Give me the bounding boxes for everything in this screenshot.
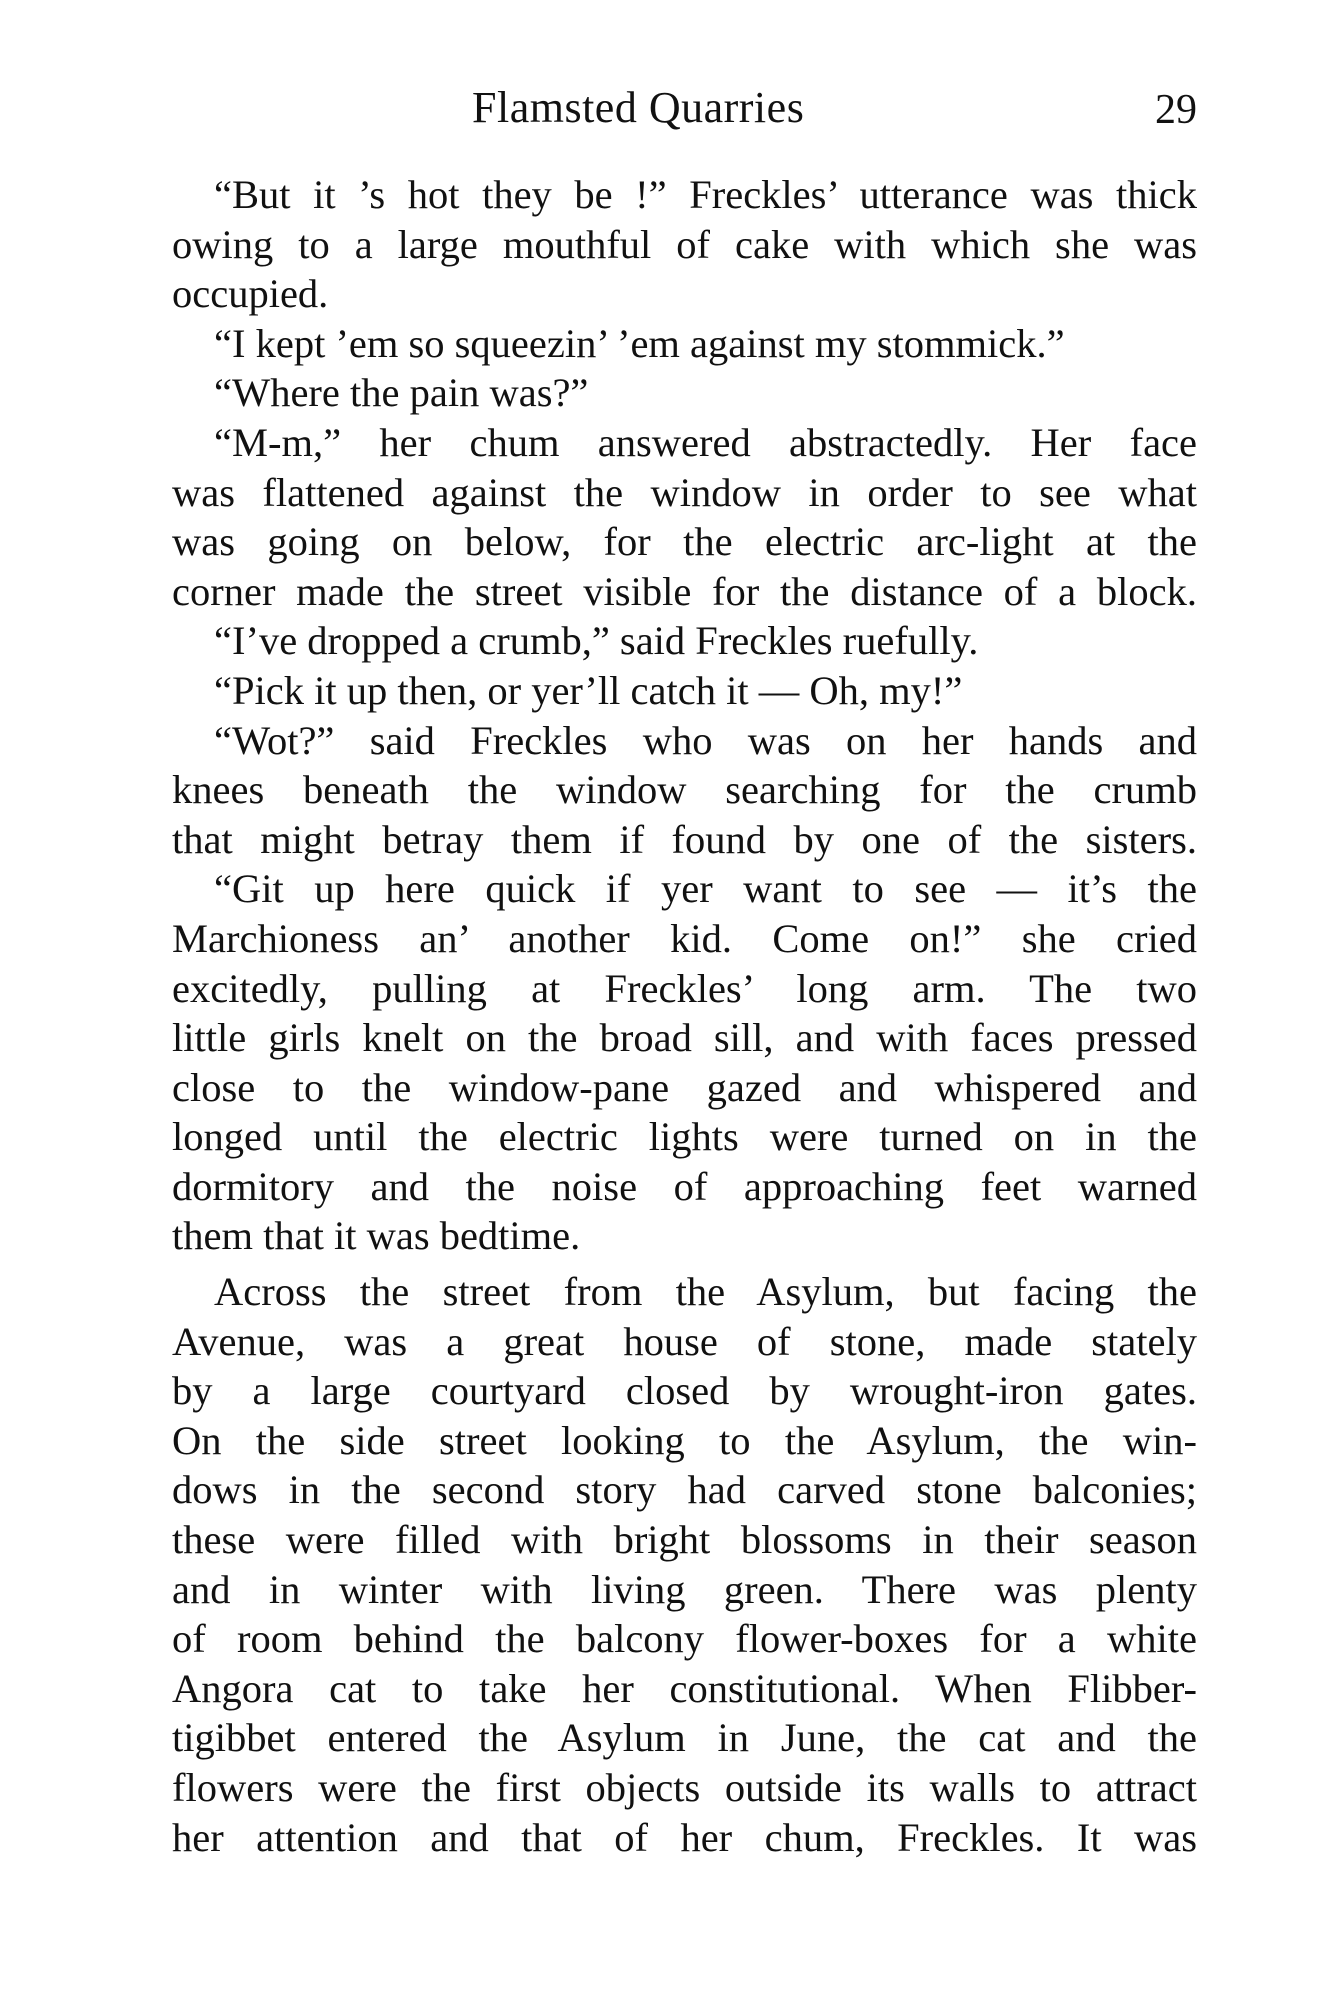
text-line: tigibbet entered the Asylum in June, the cat and the <box>172 1715 1197 1761</box>
text-line: Marchioness an’ another kid. Come on!” she cried <box>172 915 1197 961</box>
text-line: “Wot?” said Freckles who was on her hands and <box>214 717 1197 763</box>
text-line: close to the window-pane gazed and whispered and <box>172 1064 1197 1110</box>
running-head <box>172 82 1197 142</box>
text-line: little girls knelt on the broad sill, and with faces pressed <box>172 1015 1197 1061</box>
text-line: “Where the pain was?” <box>214 370 589 416</box>
text-line: “Git up here quick if yer want to see — it’s the <box>214 866 1197 912</box>
text-line: “I kept ’em so squeezin’ ’em against my stommick.” <box>214 320 1065 366</box>
text-line: of room behind the balcony flower-boxes for a white <box>172 1616 1197 1662</box>
text-line: them that it was bedtime. <box>172 1213 581 1259</box>
text-line: excitedly, pulling at Freckles’ long arm. The two <box>172 965 1197 1011</box>
text-line: corner made the street visible for the distance of a block. <box>172 568 1197 614</box>
running-head-title: Flamsted Quarries <box>472 83 805 132</box>
body-text <box>172 170 1197 1862</box>
text-line: her attention and that of her chum, Freckles. It was <box>172 1814 1197 1860</box>
text-line: “But it ’s hot they be !” Freckles’ utterance was thick <box>214 172 1197 217</box>
text-line: Across the street from the Asylum, but facing the <box>214 1269 1197 1315</box>
text-line: On the side street looking to the Asylum, the win- <box>172 1417 1197 1463</box>
text-line: these were filled with bright blossoms in their season <box>172 1517 1197 1563</box>
text-line: and in winter with living green. There was plenty <box>172 1566 1197 1612</box>
text-line: “M-m,” her chum answered abstractedly. Her face <box>214 419 1197 465</box>
text-line: Avenue, was a great house of stone, made stately <box>172 1318 1197 1364</box>
text-line: was going on below, for the electric arc-light at the <box>172 519 1197 565</box>
text-line: flowers were the first objects outside its walls to attract <box>172 1765 1197 1810</box>
text-line: longed until the electric lights were turned on in the <box>172 1114 1197 1160</box>
text-line: knees beneath the window searching for the crumb <box>172 767 1197 813</box>
text-line: dormitory and the noise of approaching feet warned <box>172 1163 1197 1209</box>
text-line: that might betray them if found by one of the sisters. <box>172 816 1197 862</box>
text-line: “I’ve dropped a crumb,” said Freckles ruefully. <box>214 618 979 664</box>
text-line: by a large courtyard closed by wrought-iron gates. <box>172 1368 1197 1414</box>
text-line: Angora cat to take her constitutional. When Flibber- <box>172 1665 1197 1711</box>
text-line: occupied. <box>172 271 329 317</box>
page-number: 29 <box>1155 87 1197 133</box>
text-line: dows in the second story had carved stone balconies; <box>172 1467 1197 1513</box>
text-line: “Pick it up then, or yer’ll catch it — Oh, my!” <box>214 667 963 713</box>
text-line: was flattened against the window in order to see what <box>172 469 1197 515</box>
text-line: owing to a large mouthful of cake with which she was <box>172 221 1197 267</box>
